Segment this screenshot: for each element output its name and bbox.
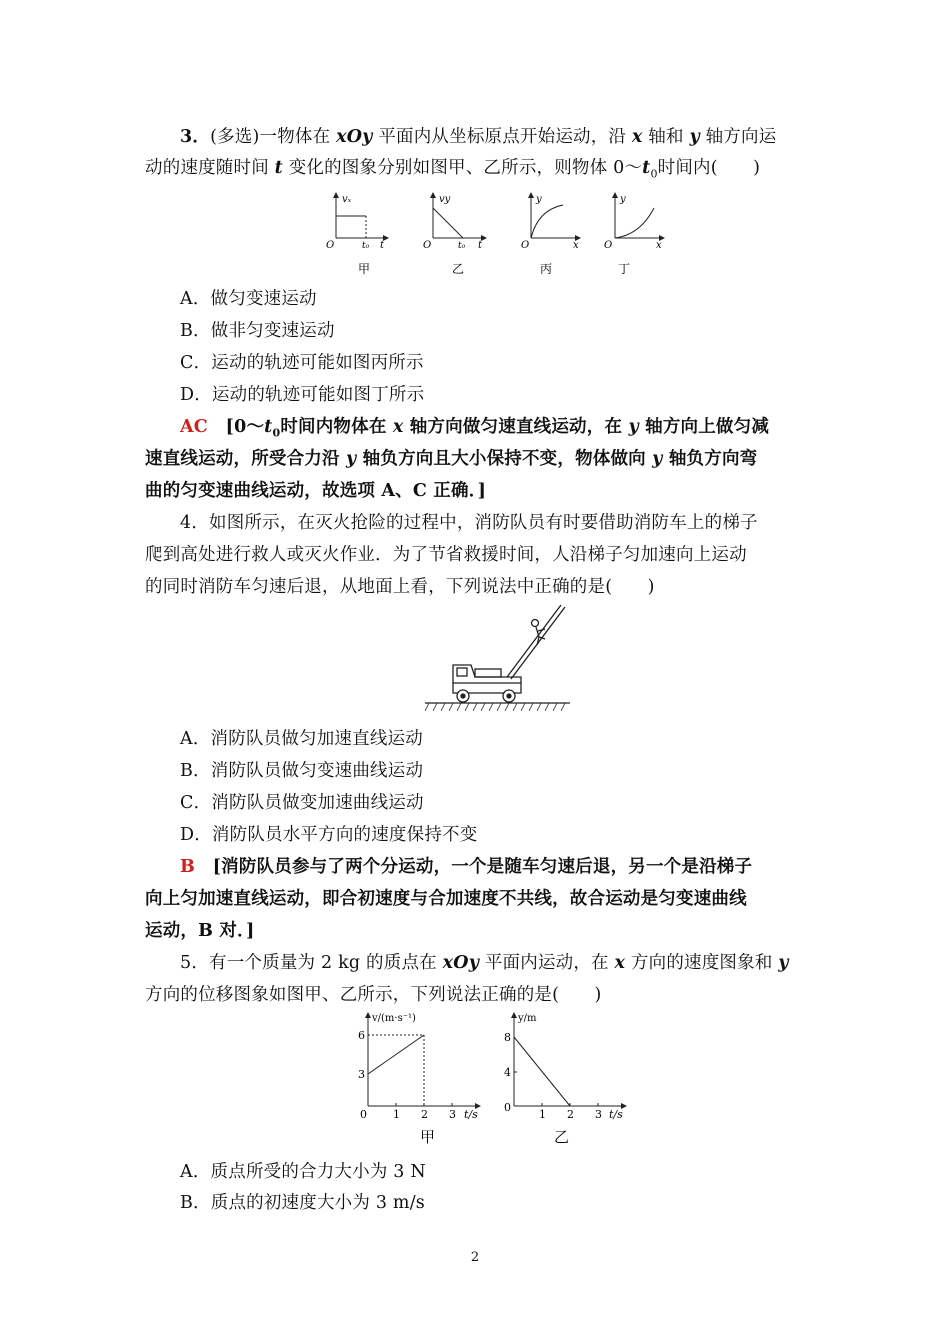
q3-line-2: 动的速度随时间 t 变化的图象分别如图甲、乙所示，则物体 $0\sim t_0$时间内( ) [145, 158, 761, 181]
velocity-x1: 1 [393, 1108, 400, 1121]
label-x-4: x [656, 240, 662, 251]
label-t0-2: t₀ [458, 241, 466, 251]
q4-answer: B [180, 857, 195, 877]
q5-figure [350, 1008, 640, 1148]
q3-figure [318, 188, 678, 278]
velocity-xlabel: t/s [464, 1108, 478, 1121]
caption-jia-5: 甲 [420, 1128, 436, 1146]
displacement-x3: 3 [595, 1108, 602, 1121]
label-O-1: O [326, 240, 335, 251]
velocity-x3: 3 [449, 1108, 456, 1121]
caption-bing: 丙 [540, 262, 553, 276]
q4-option-b: B．消防队员做匀变速曲线运动 [180, 761, 424, 781]
q5-option-a: A．质点所受的合力大小为 3 N [180, 1162, 426, 1182]
q4-option-d: D．消防队员水平方向的速度保持不变 [180, 825, 478, 845]
label-x-3: x [573, 240, 579, 251]
label-y-3: y [536, 194, 542, 205]
q4-line-1: 4．如图所示，在灭火抢险的过程中，消防队员有时要借助消防车上的梯子 [180, 513, 758, 533]
graph-displacement [514, 1013, 626, 1106]
q4-option-a: A．消防队员做匀加速直线运动 [180, 729, 423, 749]
fire-truck-figure [425, 603, 570, 715]
label-t-1: t [380, 240, 385, 251]
q3-option-d: D．运动的轨迹可能如图丁所示 [180, 385, 425, 405]
displacement-xlabel: t/s [609, 1108, 623, 1121]
q3-answer: AC [180, 417, 208, 437]
caption-yi-5: 乙 [554, 1128, 570, 1146]
label-t-2: t [478, 240, 483, 251]
q3-option-b: B．做非匀变速运动 [180, 321, 335, 341]
velocity-x0: 0 [360, 1108, 367, 1121]
velocity-y6: 6 [358, 1029, 365, 1042]
q3-explanation-1: AC [$0\sim t_0$时间内物体在 x 轴方向做匀速直线运动，在 y 轴方向上做匀减 [180, 417, 770, 440]
q4-explanation-3: 运动，B 对．] [145, 921, 255, 941]
displacement-x0: 0 [504, 1101, 511, 1114]
caption-ding: 丁 [618, 262, 631, 276]
caption-jia: 甲 [358, 262, 371, 276]
q3-option-c: C．运动的轨迹可能如图丙所示 [180, 353, 424, 373]
q3-explanation-3: 曲的匀变速曲线运动，故选项 A、C 正确．] [145, 481, 487, 501]
graph-velocity [368, 1013, 480, 1106]
velocity-x2: 2 [421, 1108, 428, 1121]
q4-line-2: 爬到高处进行救人或灭火作业．为了节省救援时间，人沿梯子匀加速向上运动 [145, 545, 747, 565]
displacement-x1: 1 [539, 1108, 546, 1121]
caption-yi: 乙 [452, 262, 465, 276]
q4-explanation-1: B [消防队员参与了两个分运动，一个是随车匀速后退，另一个是沿梯子 [180, 857, 753, 877]
label-O-4: O [604, 240, 613, 251]
q5-line-2: 方向的位移图象如图甲、乙所示，下列说法正确的是( ) [145, 985, 602, 1005]
q4-line-3: 的同时消防车匀速后退，从地面上看，下列说法中正确的是( ) [145, 577, 655, 597]
label-t0-1: t₀ [362, 241, 370, 251]
label-vy: vy [439, 194, 451, 205]
q3-line-1: 3．(多选)一物体在 xOy 平面内从坐标原点开始运动，沿 x 轴和 y 轴方向运 [180, 127, 777, 147]
label-O-3: O [521, 240, 530, 251]
velocity-y3: 3 [358, 1068, 365, 1081]
velocity-ylabel: v/(m·s⁻¹) [372, 1013, 416, 1024]
label-vx: vₓ [342, 194, 352, 205]
q3-explanation-2: 速直线运动，所受合力沿 y 轴负方向且大小保持不变，物体做向 y 轴负方向弯 [145, 449, 758, 469]
displacement-y4: 4 [504, 1066, 511, 1079]
q5-line-1: 5．有一个质量为 2 kg 的质点在 xOy 平面内运动，在 x 方向的速度图象和 y [180, 953, 789, 973]
label-y-4: y [620, 194, 626, 205]
page-number: 2 [470, 1250, 480, 1265]
displacement-ylabel: y/m [518, 1013, 537, 1024]
q4-explanation-2: 向上匀加速直线运动，即合初速度与合加速度不共线，故合运动是匀变速曲线 [145, 889, 747, 909]
label-O-2: O [423, 240, 432, 251]
displacement-x2: 2 [567, 1108, 574, 1121]
displacement-y8: 8 [504, 1031, 511, 1044]
q3-option-a: A．做匀变速运动 [180, 289, 317, 309]
q4-option-c: C．消防队员做变加速曲线运动 [180, 793, 424, 813]
q5-option-b: B．质点的初速度大小为 3 m/s [180, 1193, 425, 1213]
